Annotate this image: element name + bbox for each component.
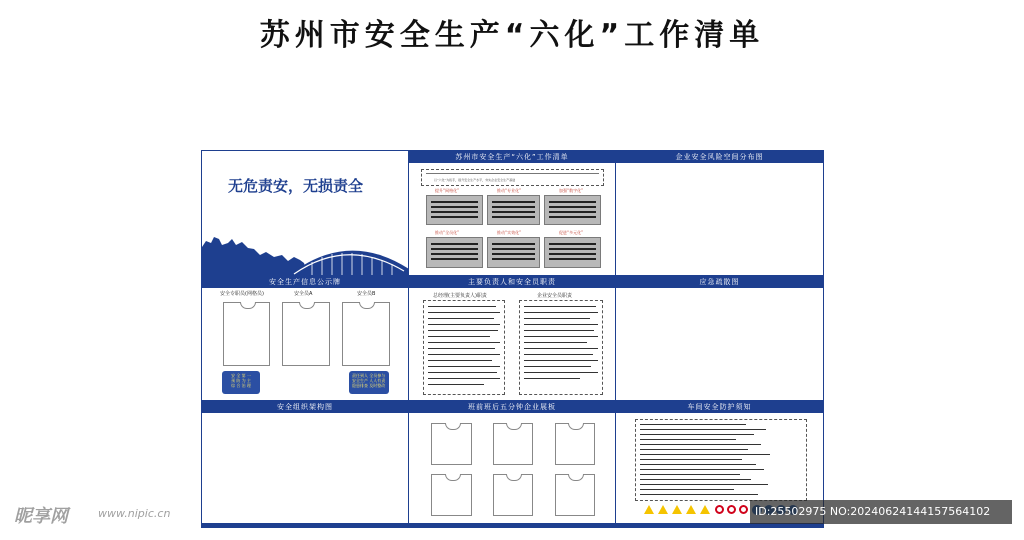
duty-text-box (423, 300, 505, 395)
safety-motto-box: 责任到人 全员参与 安全生产 人人有责 隐患排查 及时整改 (349, 371, 389, 394)
photo-frame (555, 423, 595, 465)
frame-label: 安全专职员(网格员) (220, 291, 264, 297)
watermark-logo: 昵享网 (14, 506, 68, 527)
slogan-panel (202, 151, 409, 276)
intro-box (421, 169, 604, 186)
watermark-id-bar (750, 500, 1012, 524)
safety-motto-box: 安 全 第 一 预 防 为 主 综 合 治 理 (222, 371, 260, 394)
safety-text-box (635, 419, 807, 501)
task-card (544, 195, 601, 225)
intro-text: 以“六化”为抓手，提升安全生产水平，夯实企业安全生产基础 (434, 178, 516, 182)
photo-frame (493, 474, 533, 516)
task-card (426, 195, 483, 225)
task-label: 推动“专业化” (497, 188, 522, 193)
five-minute-panel (409, 401, 616, 526)
warning-sign-icon (686, 505, 696, 514)
task-card (426, 237, 483, 268)
duty-text-box (519, 300, 603, 395)
slogan-text: 无危责安，无损责全 (228, 177, 364, 195)
panel-header: 车间安全防护须知 (616, 401, 823, 413)
info-board-panel (202, 276, 409, 401)
photo-frame (223, 302, 270, 366)
photo-frame (555, 474, 595, 516)
warning-sign-icon (672, 505, 682, 514)
prohibition-sign-icon (715, 505, 724, 514)
task-label: 提升“网格化” (435, 188, 460, 193)
prohibition-sign-icon (739, 505, 748, 514)
city-skyline-graphic (202, 233, 409, 276)
warning-sign-icon (644, 505, 654, 514)
task-label: 加强“数字化” (559, 188, 584, 193)
task-card (487, 237, 540, 268)
row-divider (202, 400, 823, 401)
warning-sign-icon (700, 505, 710, 514)
org-chart-panel (202, 401, 409, 526)
risk-map-panel (616, 151, 823, 276)
panel-header: 主要负责人和安全员职责 (409, 276, 615, 288)
task-card (487, 195, 540, 225)
board-bottom-bar (202, 523, 823, 527)
photo-frame (431, 423, 472, 465)
panel-header: 应急疏散图 (616, 276, 823, 288)
task-label: 促进“多元化” (559, 230, 584, 235)
panel-header: 班前班后五分钟企业展板 (409, 401, 615, 413)
photo-frame (342, 302, 390, 366)
photo-frame (493, 423, 533, 465)
photo-frame (282, 302, 330, 366)
task-card (544, 237, 601, 268)
panel-header: 企业安全风险空间分布图 (616, 151, 823, 163)
watermark-url: www.nipic.cn (98, 507, 171, 520)
frame-label: 安全员B (357, 291, 376, 297)
warning-sign-icon (658, 505, 668, 514)
watermark-id-text: ID:25502975 NO:20240624144157564102 (755, 505, 991, 518)
six-tasks-panel (409, 151, 616, 276)
panel-header: 安全生产信息公示牌 (202, 276, 408, 288)
panel-header: 安全组织架构图 (202, 401, 408, 413)
duty-title: 总经理(主要负责人)职责 (433, 293, 487, 299)
task-label: 推动“实效化” (497, 230, 522, 235)
task-label: 推动“全员化” (435, 230, 460, 235)
page-title: 苏州市安全生产“六化”工作清单 (259, 18, 765, 53)
evacuation-panel (616, 276, 823, 401)
duties-panel (409, 276, 616, 401)
notice-board (201, 150, 824, 528)
duty-title: 企业安全员职责 (537, 293, 573, 299)
row-divider (202, 275, 823, 276)
prohibition-sign-icon (727, 505, 736, 514)
photo-frame (431, 474, 472, 516)
frame-label: 安全员A (294, 291, 313, 297)
panel-header: 苏州市安全生产“六化”工作清单 (409, 151, 615, 163)
